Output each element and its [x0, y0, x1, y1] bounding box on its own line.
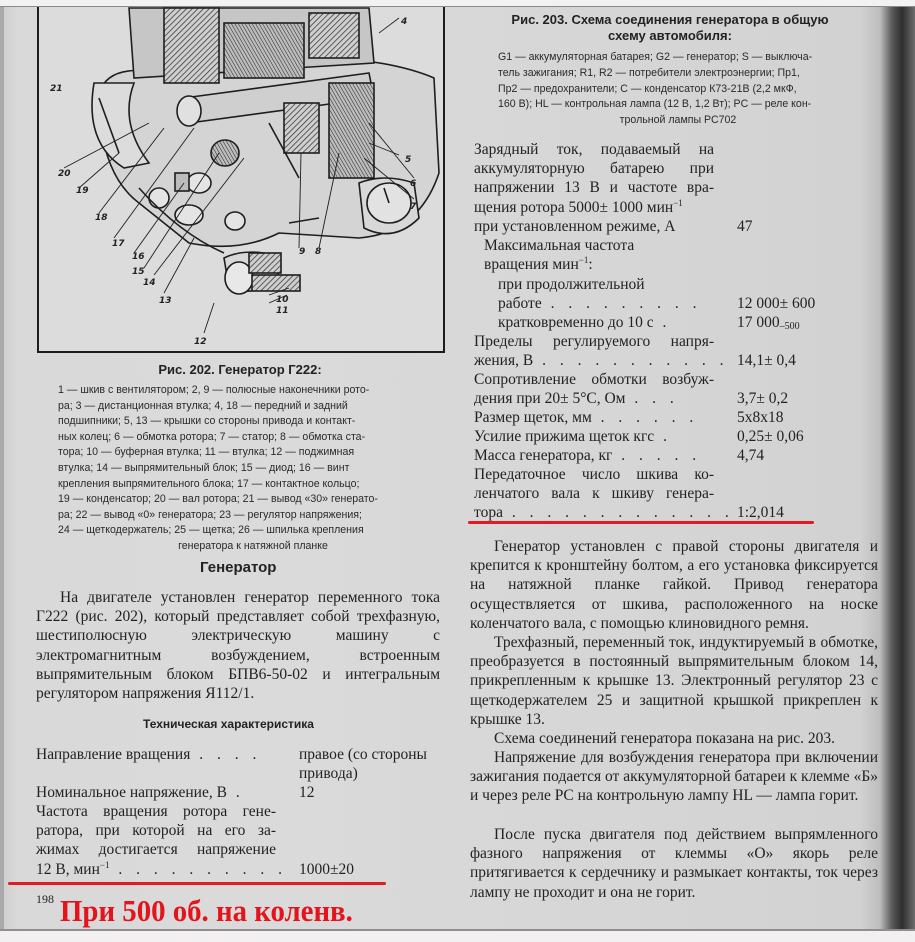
paragraph-text: Генератор установлен с правой стороны двигателя и крепится к кронштейну болтом, а его установка фиксируется на натяжной планке гайкой. Привод генератора осуществляется от шкива, расположенного на носке коленчатого вала, с помощью клиновидного ремня. [470, 538, 878, 632]
spec-label-last: при установленном режиме, А [474, 217, 676, 235]
paragraph-after-start [470, 825, 878, 902]
callout-8: 8 [315, 247, 322, 257]
viewer-bottom-bar [0, 929, 915, 942]
legend-line: ра; 22 — вывод «0» генератора; 23 — регулятор напряжения; [58, 508, 362, 521]
viewer-top-bar [0, 0, 915, 7]
callout-12: 12 [194, 337, 207, 347]
paragraph-scheme-ref [470, 729, 878, 748]
legend-line: Пр2 — предохранители; C — конденсатор К73-21В (2,2 мкФ, [498, 82, 797, 95]
spec-value: 47 [737, 217, 753, 235]
callout-11: 11 [276, 306, 289, 316]
spec-heading: Техническая характеристика [143, 717, 314, 731]
paragraph-rectifier [470, 633, 878, 729]
legend-line: 1 — шкив с вентилятором; 2, 9 — полюсные наконечники рото- [58, 384, 370, 396]
spec-value: правое (со стороны привода) [299, 746, 427, 783]
spec-label-last: жения, В . . . . . . . . . . . [474, 352, 729, 370]
page-left-edge [0, 7, 4, 929]
spec-label: Направление вращения . . . . [36, 746, 262, 763]
paragraph-text: Схема соединений генератора показана на рис. 203. [494, 730, 836, 747]
spec-label-last: 12 В, мин$^{-1}$ . . . . . . . . . . [36, 859, 287, 878]
paragraph-excitation [470, 748, 878, 806]
callout-20: 20 [58, 169, 71, 179]
legend-line: 19 — конденсатор; 20 — вал ротора; 21 — вывод «30» генерато- [58, 493, 378, 506]
spec-label-last: дения при 20± 5°С, Ом . . . [474, 390, 679, 408]
figure-202-legend [58, 383, 448, 555]
figure-203-legend [498, 50, 858, 129]
red-underline-right [468, 521, 814, 524]
spec-label: Номинальное напряжение, В . [36, 784, 245, 801]
spec-value: 1:2,014 [737, 504, 784, 522]
spec-label: кратковременно до 10 с . [498, 314, 672, 331]
paragraph-text: Трехфазный, переменный ток, индуктируемый в обмотке, преобразуется в постоянный выпрямительным блоком 14, прикрепленным к крышке 13. Электронный регулятор 23 с щеткодержателем 25 и защитной крышкой прикреплен к крышке 13. [470, 634, 878, 728]
spec-value: 0,25± 0,06 [737, 428, 804, 445]
spec-label: Зарядный ток, подаваемый на аккумуляторную батарею при напряжении 13 В и частоте вра- щения ротора 5000± 1000 мин$^{-1}$ [474, 141, 714, 216]
red-annotation: При 500 об. на коленв. [60, 893, 353, 928]
legend-line: тора; 10 — буферная втулка; 11 — втулка; 12 — поджимная [58, 446, 355, 459]
spec-value: 14,1± 0,4 [737, 352, 796, 370]
legend-line: трольной лампы РС702 [619, 114, 737, 127]
callout-13: 13 [159, 296, 172, 306]
spec-label: Частота вращения ротора гене- ратора, при которой на его за- жимах достигается напряжение [36, 803, 276, 859]
legend-line: 24 — щеткодержатель; 25 — щетка; 26 — шпилька крепления [58, 524, 364, 537]
intro-paragraph [36, 588, 440, 703]
spec-label: Сопротивление обмотки возбуж- [474, 371, 714, 388]
legend-line: тель зажигания; R1, R2 — потребители электроэнергии; Пр1, [498, 66, 800, 79]
legend-line: втулка; 14 — выпрямительный блок; 15 — диод; 16 — винт [58, 461, 350, 474]
paragraph-text: Напряжение для возбуждения генератора при включении зажигания подается от аккумуляторной батареи к клемме «Б» и через реле PC на контрольную лампу HL — лампа горит. [470, 749, 878, 805]
figure-202-generator-drawing [37, 7, 445, 353]
callout-17: 17 [112, 239, 125, 249]
paragraph-text: После пуска двигателя под действием выпрямленного фазного напряжения от клеммы «О» якорь реле притягивается к сердечнику и размыкает контакты, ток через лампу не проходит и она не горит. [470, 826, 878, 901]
callout-5: 5 [405, 155, 412, 165]
legend-line: крепления выпрямительного блока; 17 — контактное кольцо; [58, 477, 360, 490]
spec-label: Усилие прижима щеток кгс . [474, 428, 672, 445]
scanned-book-page [0, 7, 915, 929]
spec-value: 5x8x18 [737, 409, 784, 426]
spec-label: при продолжительной работе . . . . . . . . . [498, 276, 702, 313]
callout-4: 4 [401, 17, 408, 27]
spec-value: 3,7± 0,2 [737, 390, 789, 408]
figure-202-title: Рис. 202. Генератор Г222: [158, 362, 322, 377]
page-number: 198 [36, 892, 54, 906]
callout-10: 10 [276, 295, 289, 305]
figure-203-title: Рис. 203. Схема соединения генератора в общую схему автомобиля: [511, 12, 829, 43]
spec-value: 1000±20 [299, 860, 355, 878]
spec-value: 4,74 [737, 447, 765, 464]
generator-cutaway-illustration [39, 7, 445, 353]
legend-line: ных колец; 6 — обмотка ротора; 7 — статор; 8 — обмотка ста- [58, 430, 366, 443]
legend-line: ра; 3 — дистанционная втулка; 4, 18 — передний и задний [58, 399, 348, 412]
paragraph-mounting [470, 537, 878, 633]
spec-value: 17 $000_{-500}$ [737, 314, 800, 332]
callout-7: 7 [410, 202, 417, 212]
legend-line: 160 В); HL — контрольная лампа (12 В, 1,2 Вт); PC — реле кон- [498, 98, 812, 111]
callout-14: 14 [143, 278, 156, 288]
callout-19: 19 [76, 186, 89, 196]
spec-label: Масса генератора, кг . . . . . [474, 447, 702, 464]
callout-9: 9 [299, 247, 306, 257]
section-heading: Генератор [200, 559, 277, 576]
spec-label: Передаточное число шкива ко- ленчатого вала к шкиву генера- [474, 466, 714, 503]
spec-value: 12 [299, 784, 315, 801]
callout-6: 6 [410, 179, 417, 189]
red-underline-left [8, 882, 386, 885]
legend-line: генератора к натяжной планке [178, 539, 328, 552]
callout-15: 15 [132, 267, 145, 277]
legend-line: подшипники; 5, 13 — крышки со стороны привода и контакт- [58, 415, 356, 428]
legend-line: G1 — аккумуляторная батарея; G2 — генератор; S — выключа- [498, 51, 813, 63]
callout-18: 18 [95, 213, 108, 223]
spec-label: Максимальная частота вращения мин$^{-1}$: [484, 237, 635, 274]
spec-label-last: тора . . . . . . . . . . . . . [474, 504, 734, 522]
callout-16: 16 [132, 252, 145, 262]
spec-label: Пределы регулируемого напря- [474, 333, 714, 350]
callout-21: 21 [50, 84, 63, 94]
spec-label: Размер щеток, мм . . . . . . [474, 409, 699, 426]
intro-text: На двигателе установлен генератор переменного тока Г222 (рис. 202), который представляет собой трехфазную, шестиполюсную электрическую машину с электромагнитным возбуждением, встроенным выпрямительным блоком БПВ6-50-02 и интегральным регулятором напряжения Я112/1. [36, 589, 440, 703]
spec-value: 12 000± 600 [737, 295, 816, 313]
